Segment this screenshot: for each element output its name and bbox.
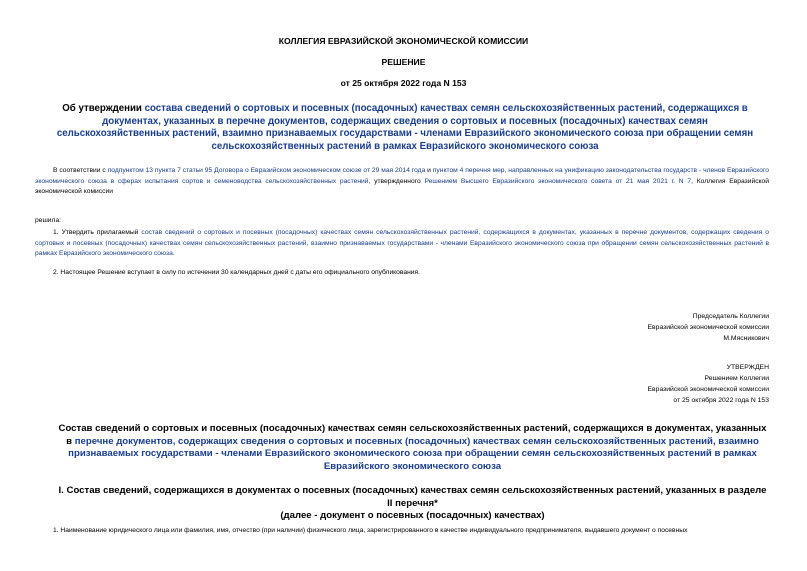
preamble-text-1: В соответствии с xyxy=(53,167,108,174)
composition-title xyxy=(55,423,770,473)
signature-block xyxy=(469,311,769,344)
doc-type: РЕШЕНИЕ xyxy=(381,57,426,67)
preamble-link-council-decision[interactable]: Решением Высшего Евразийского экономического совета от 21 мая 2021 г. N 7 xyxy=(424,177,692,185)
approval-line-3: Евразийской экономической комиссии xyxy=(647,386,769,393)
signature-line-1: Председатель Коллегии xyxy=(692,313,769,320)
approval-line-4: от 25 октября 2022 года N 153 xyxy=(673,397,769,404)
preamble-text-3: , утвержденного xyxy=(368,177,425,185)
title-link[interactable]: состава сведений о сортовых и посевных (посадочных) качествах семян сельскохозяйственных растений, содержащихся в документах, указанных в перечне документов, содержащих сведения о сортовых и посевных (посадочных) качествах семян сельскохозяйственных растений, взаимно признаваемых государствами - членами Евразийского экономического союза при обращении семян сельскохозяйственных растений в рамках Евразийского экономического союза xyxy=(56,103,754,152)
signature-line-3: М.Мясникович xyxy=(723,335,769,342)
section-1-item-1: 1. Наименование юридического лица или фамилия, имя, отчество (при наличии) физического лица, зарегистрированного в качестве индивидуального предпринимателя, выдавшего документ о посевных xyxy=(53,527,688,534)
section-1-title-line: I. Состав сведений, содержащихся в документах о посевных (посадочных) качествах семян сельскохозяйственных растений, указанных в разделе II перечня* xyxy=(58,485,767,509)
composition-title-link[interactable]: перечне документов, содержащих сведения о сортовых и посевных (посадочных) качествах семян сельскохозяйственных растений, взаимно признаваемых государствами - членами Евразийского экономического союза при обращении семян сельскохозяйственных растений в рамках Евразийского экономического союза xyxy=(68,435,759,472)
preamble-text-4: , Коллегия Евразийской экономической комиссии xyxy=(35,177,770,195)
section-1-title xyxy=(55,485,770,523)
decided-label: решила: xyxy=(35,217,62,224)
section-1-subtitle: (далее - документ о посевных (посадочных) качествах) xyxy=(280,510,545,521)
document-title xyxy=(55,103,755,153)
signature-line-2: Евразийской экономической комиссии xyxy=(647,324,769,331)
org-name: КОЛЛЕГИЯ ЕВРАЗИЙСКОЙ ЭКОНОМИЧЕСКОЙ КОМИССИИ xyxy=(278,36,529,46)
title-prefix: Об утверждении xyxy=(62,103,145,114)
item-1-text-1: 1. Утвердить прилагаемый xyxy=(53,229,142,236)
approval-line-1: УТВЕРЖДЕН xyxy=(726,364,769,371)
preamble-text-2: и xyxy=(425,167,433,174)
doc-date-number: от 25 октября 2022 года N 153 xyxy=(340,78,467,88)
item-1-paragraph xyxy=(35,228,769,260)
preamble-link-treaty[interactable]: подпунктом 13 пункта 7 статьи 95 Договора о Евразийском экономическом союзе от 29 мая 2014 года xyxy=(107,167,426,174)
preamble-link-measures-list[interactable]: пунктом 4 перечня мер, направленных на унификацию законодательства государств - членов Евразийского экономического союза в сферах испытания сортов и семеноводства сельскохозяйственных растений xyxy=(35,167,770,185)
item-1-text-2: . xyxy=(172,250,175,257)
composition-title-text: Состав сведений о сортовых и посевных (посадочных) качествах семян сельскохозяйственных растений, содержащихся в документах, указанных в xyxy=(58,423,767,447)
approval-line-2: Решением Коллегии xyxy=(704,375,769,382)
item-2-paragraph: 2. Настоящее Решение вступает в силу по истечении 30 календарных дней с даты его официального опубликования. xyxy=(53,269,421,276)
item-1-link-composition[interactable]: состав сведений о сортовых и посевных (посадочных) качествах семян сельскохозяйственных растений, содержащихся в документах, указанных в перечне документов, содержащих сведения о сортовых и посевных (посадочных) качествах семян сельскохозяйственных растений, взаимно признаваемых государствами - членами Евразийского экономического союза при обращении семян сельскохозяйственных растений в рамках Евразийского экономического союза xyxy=(35,229,769,257)
preamble-paragraph xyxy=(35,166,769,198)
approval-block xyxy=(469,362,769,406)
